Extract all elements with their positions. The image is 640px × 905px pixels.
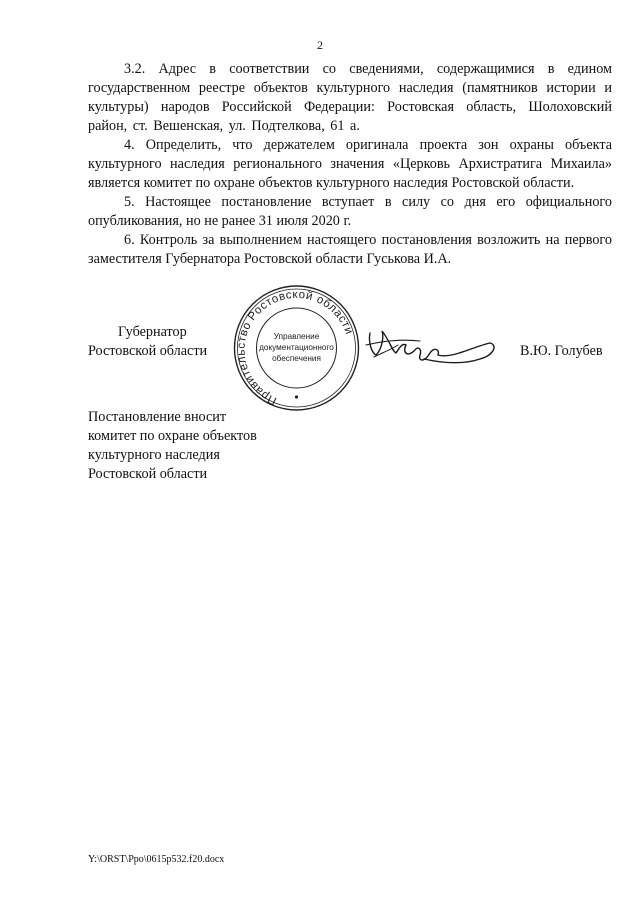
paragraph-6: 6. Контроль за выполнением настоящего постановления возложить на первого заместителя Губернатора Ростовской области Гуськова И.А. xyxy=(88,232,612,267)
signatory-title-line2: Ростовской области xyxy=(88,343,208,359)
submitted-by-line4: Ростовской области xyxy=(88,466,208,482)
official-stamp xyxy=(229,283,364,413)
stamp-center-line1: Управление xyxy=(273,332,320,341)
stamp-ring-text: Правительство Ростовской области xyxy=(235,288,356,407)
page-number: 2 xyxy=(317,38,323,52)
paragraph-3-2: 3.2. Адрес в соответствии со сведениями, содержащимися в едином государственном реестре объектов культурного наследия (памятников истории и культуры) народов Российской Федерации: Ростовская область, Шолоховский район, ст. Вешенская, ул. Подтелкова, 61 а. xyxy=(88,61,612,134)
paragraph-5: 5. Настоящее постановление вступает в силу со дня его официального опубликования, но не ранее 31 июля 2020 г. xyxy=(88,194,612,229)
file-path: Y:\ORST\Ppo\0615p532.f20.docx xyxy=(88,854,225,865)
signatory-title-line1: Губернатор xyxy=(118,324,187,340)
submitted-by-note xyxy=(88,408,257,484)
paragraph-4: 4. Определить, что держателем оригинала проекта зон охраны объекта культурного наследия регионального значения «Церковь Архистратига Михаила» является комитет по охране объектов культурного наследия Ростовской области. xyxy=(88,137,612,191)
stamp-star-icon xyxy=(295,395,298,398)
submitted-by-line1: Постановление вносит xyxy=(88,409,227,425)
submitted-by-line2: комитет по охране объектов xyxy=(88,428,257,444)
handwritten-signature xyxy=(362,323,504,371)
stamp-center-line3: обеспечения xyxy=(272,354,321,363)
signatory-name: В.Ю. Голубев xyxy=(520,343,603,359)
signatory-title xyxy=(88,323,207,361)
document-body xyxy=(88,60,612,269)
stamp-center-line2: документационного xyxy=(259,343,334,352)
submitted-by-line3: культурного наследия xyxy=(88,447,220,463)
